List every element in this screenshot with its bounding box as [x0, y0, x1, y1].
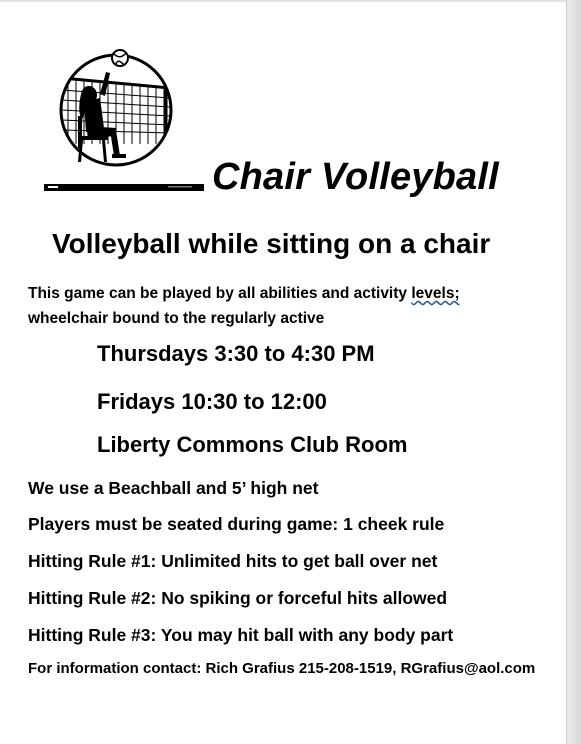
rule-hitting-2: Hitting Rule #2: No spiking or forceful hits allowed	[28, 588, 448, 608]
schedule-thursday: Thursdays 3:30 to 4:30 PM	[97, 341, 375, 366]
spellcheck-flagged-word[interactable]: levels;	[411, 285, 460, 302]
rule-seating: Players must be seated during game: 1 cheek rule	[28, 514, 445, 534]
schedule-friday: Fridays 10:30 to 12:00	[97, 389, 327, 414]
intro-paragraph	[28, 281, 528, 331]
page-top-edge	[0, 0, 567, 2]
rule-hitting-3: Hitting Rule #3: You may hit ball with any body part	[28, 625, 454, 645]
rule-hitting-1: Hitting Rule #1: Unlimited hits to get ball over net	[28, 551, 438, 571]
page-side-edge	[566, 0, 581, 744]
intro-text-line-2: wheelchair bound to the regularly active	[28, 310, 325, 327]
intro-text: This game can be played by all abilities and activity	[28, 285, 412, 302]
flyer-title: Chair Volleyball	[212, 156, 499, 198]
schedule-location: Liberty Commons Club Room	[97, 432, 408, 457]
flyer-subtitle: Volleyball while sitting on a chair	[52, 228, 491, 259]
rule-equipment: We use a Beachball and 5’ high net	[28, 478, 319, 498]
seated-volleyball-player-icon	[44, 44, 204, 196]
contact-info: For information contact: Rich Grafius 215-208-1519, RGrafius@aol.com	[28, 660, 536, 677]
